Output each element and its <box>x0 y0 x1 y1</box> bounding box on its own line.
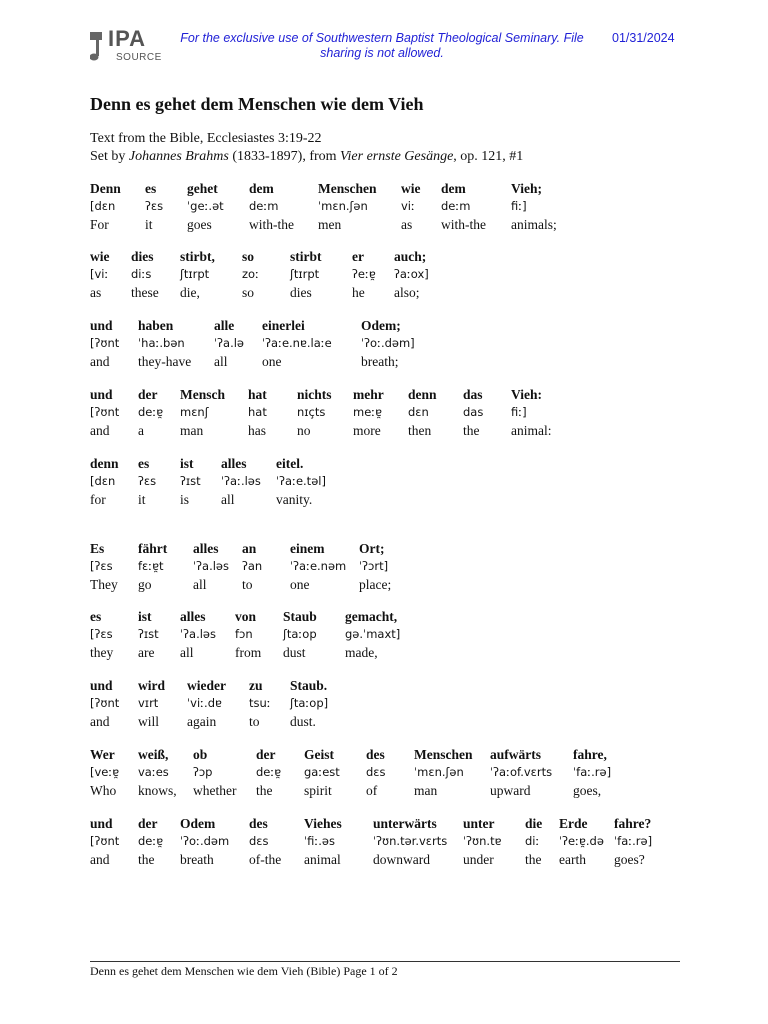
german-word: so <box>242 249 255 264</box>
german-word: Staub <box>283 609 317 624</box>
german-word: Vieh: <box>511 387 542 402</box>
german-word: fahre? <box>614 816 652 831</box>
ipa-transcription: ˈmɛn.ʃən <box>414 765 464 779</box>
stanza-10 <box>0 816 768 876</box>
ipa-transcription: ˈfiː.əs <box>304 834 336 848</box>
german-word: eitel. <box>276 456 304 471</box>
english-gloss: upward <box>490 783 531 798</box>
page-title: Denn es gehet dem Menschen wie dem Vieh <box>90 94 424 114</box>
ipa-transcription: ˈʔoː.dəm <box>180 834 230 848</box>
ipa-transcription: deːɐ̯ <box>138 834 164 848</box>
english-gloss: For <box>90 217 109 232</box>
german-word: dem <box>441 181 466 196</box>
english-gloss: one <box>262 354 282 369</box>
ipa-transcription: [ʔɛs <box>90 559 113 573</box>
ipa-transcription: ʔɛs <box>138 474 157 488</box>
german-word: ist <box>180 456 194 471</box>
text-source-line: Text from the Bible, Ecclesiastes 3:19-22 <box>90 131 322 146</box>
ipa-transcription: fiː] <box>511 199 527 213</box>
english-gloss: vanity. <box>276 492 313 507</box>
german-word: Ort; <box>359 541 385 556</box>
ipa-transcription: [ʔʊnt <box>90 405 120 419</box>
german-word: auch; <box>394 249 427 264</box>
stanza-7 <box>0 609 768 669</box>
german-word: die <box>525 816 543 831</box>
ipa-transcription: [dɛn <box>90 474 116 488</box>
stanza-6 <box>0 541 768 601</box>
english-gloss: They <box>90 577 118 592</box>
german-word: es <box>138 456 150 471</box>
ipa-transcription: deːɐ̯ <box>256 765 282 779</box>
german-word: er <box>352 249 364 264</box>
ipa-transcription: hat <box>248 405 267 419</box>
ipa-transcription: mɛnʃ <box>180 405 209 419</box>
ipa-transcription: ˈhaː.bən <box>138 336 185 350</box>
ipa-transcription: viː <box>401 199 415 213</box>
english-gloss: dust <box>283 645 306 660</box>
english-gloss: for <box>90 492 106 507</box>
german-word: alle <box>214 318 235 333</box>
english-gloss: and <box>90 354 110 369</box>
english-gloss: Who <box>90 783 117 798</box>
english-gloss: man <box>180 423 204 438</box>
ipa-transcription: [ʔɛs <box>90 627 113 641</box>
ipa-transcription: ˈʔaːof.vɛrts <box>490 765 553 779</box>
page-footer: Denn es gehet dem Menschen wie dem Vieh (Bible) Page 1 of 2 <box>90 964 398 978</box>
ipa-transcription: diːs <box>131 267 152 281</box>
ipa-transcription: ˈʔoː.dəm] <box>361 336 415 350</box>
ipa-transcription: deːm <box>441 199 471 213</box>
ipa-transcription: ˈmɛn.ʃən <box>318 199 368 213</box>
german-word: aufwärts <box>490 747 541 762</box>
ipa-transcription: ˈʔaːe.təl] <box>276 474 326 488</box>
ipa-transcription: ˈʔa.ləs <box>193 559 229 573</box>
german-word: wieder <box>187 678 226 693</box>
ipa-transcription: ʔɛs <box>145 199 164 213</box>
ipa-transcription: ʔaːox] <box>394 267 429 281</box>
german-word: des <box>249 816 268 831</box>
music-note-icon <box>90 32 104 62</box>
ipa-transcription: ʔeːɐ̯ <box>352 267 376 281</box>
ipa-transcription: ˈʔaː.ləs <box>221 474 261 488</box>
work-title: Vier ernste Gesänge <box>340 149 454 164</box>
english-gloss: animals; <box>511 217 557 232</box>
english-gloss: all <box>221 492 235 507</box>
ipa-transcription: nɪçts <box>297 405 326 419</box>
ipa-transcription: dɛs <box>366 765 386 779</box>
stanza-1 <box>0 181 768 241</box>
german-word: haben <box>138 318 174 333</box>
footer-divider <box>90 961 680 962</box>
composer-dates: (1833-1897), from <box>228 149 341 164</box>
english-gloss: dies <box>290 285 312 300</box>
ipa-transcription: gaːest <box>304 765 340 779</box>
english-gloss: and <box>90 852 110 867</box>
german-word: Viehes <box>304 816 342 831</box>
ipa-transcription: ˈʔaːe.nɐ.laːe <box>262 336 332 350</box>
german-word: der <box>138 387 158 402</box>
german-word: des <box>366 747 385 762</box>
german-word: dem <box>249 181 274 196</box>
logo-subtext: SOURCE <box>116 52 162 63</box>
german-word: Geist <box>304 747 334 762</box>
german-word: Denn <box>90 181 121 196</box>
ipa-transcription: ˈʔɔrt] <box>359 559 389 573</box>
english-gloss: one <box>290 577 310 592</box>
ipa-transcription: ʔɪst <box>138 627 159 641</box>
english-gloss: he <box>352 285 365 300</box>
ipa-transcription: das <box>463 405 484 419</box>
usage-notice: For the exclusive use of Southwestern Baptist Theological Seminary. File sharing is not allowed. <box>180 31 584 60</box>
english-gloss: the <box>525 852 542 867</box>
ipa-transcription: dɛn <box>408 405 429 419</box>
ipa-transcription: ʃtɪrpt <box>180 267 210 281</box>
logo-text: IPA <box>108 26 147 51</box>
access-date: 01/31/2024 <box>612 31 675 45</box>
english-gloss: so <box>242 285 255 300</box>
german-word: einerlei <box>262 318 305 333</box>
english-gloss: earth <box>559 852 586 867</box>
english-gloss: then <box>408 423 432 438</box>
stanza-4 <box>0 387 768 447</box>
german-word: Menschen <box>414 747 473 762</box>
german-word: der <box>138 816 158 831</box>
english-gloss: whether <box>193 783 237 798</box>
german-word: das <box>463 387 483 402</box>
page-header <box>0 0 768 80</box>
german-word: und <box>90 678 113 693</box>
english-gloss: men <box>318 217 342 232</box>
german-word: Mensch <box>180 387 225 402</box>
english-gloss: with-the <box>441 217 486 232</box>
english-gloss: under <box>463 852 494 867</box>
english-gloss: all <box>214 354 228 369</box>
english-gloss: from <box>235 645 262 660</box>
ipa-transcription: ˈʔʊn.tɐ <box>463 834 502 848</box>
german-word: und <box>90 816 113 831</box>
english-gloss: go <box>138 577 152 592</box>
english-gloss: it <box>138 492 146 507</box>
english-gloss: goes, <box>573 783 602 798</box>
ipa-transcription: ˈʔeːɐ̯.də <box>559 834 604 848</box>
english-gloss: man <box>414 783 438 798</box>
ipa-transcription: fɔn <box>235 627 253 641</box>
stanza-5 <box>0 456 768 516</box>
german-word: von <box>235 609 257 624</box>
english-gloss: downward <box>373 852 430 867</box>
german-word: an <box>242 541 257 556</box>
english-gloss: again <box>187 714 217 729</box>
english-gloss: the <box>256 783 273 798</box>
english-gloss: with-the <box>249 217 294 232</box>
german-word: der <box>256 747 276 762</box>
setting-line <box>90 148 523 166</box>
ipa-transcription: dɛs <box>249 834 269 848</box>
english-gloss: a <box>138 423 144 438</box>
english-gloss: also; <box>394 285 420 300</box>
english-gloss: it <box>145 217 153 232</box>
english-gloss: these <box>131 285 159 300</box>
english-gloss: they <box>90 645 114 660</box>
german-word: Es <box>90 541 105 556</box>
german-word: nichts <box>297 387 332 402</box>
stanza-2 <box>0 249 768 309</box>
english-gloss: and <box>90 714 110 729</box>
ipa-transcription: ʃtaːop] <box>290 696 329 710</box>
german-word: stirbt, <box>180 249 215 264</box>
english-gloss: of <box>366 783 378 798</box>
english-gloss: place; <box>359 577 392 592</box>
german-word: fahre, <box>573 747 607 762</box>
english-gloss: goes? <box>614 852 645 867</box>
opus-number: , op. 121, #1 <box>453 149 524 164</box>
german-word: denn <box>90 456 119 471</box>
composer-name: Johannes Brahms <box>128 149 229 164</box>
ipa-transcription: [viː <box>90 267 109 281</box>
ipa-transcription: ʃtaːop <box>283 627 317 641</box>
german-word: und <box>90 387 113 402</box>
german-word: denn <box>408 387 437 402</box>
english-gloss: knows, <box>138 783 177 798</box>
english-gloss: to <box>242 577 253 592</box>
german-word: ob <box>193 747 208 762</box>
ipa-source-logo <box>90 26 170 66</box>
stanza-3 <box>0 318 768 378</box>
ipa-transcription: meːɐ̯ <box>353 405 383 419</box>
english-gloss: and <box>90 423 110 438</box>
stanza-9 <box>0 747 768 807</box>
ipa-transcription: ˈʔa.lə <box>214 336 245 350</box>
german-word: ist <box>138 609 152 624</box>
german-word: und <box>90 318 113 333</box>
english-gloss: is <box>180 492 190 507</box>
ipa-transcription: vaːes <box>138 765 169 779</box>
ipa-transcription: deːɐ̯ <box>138 405 164 419</box>
ipa-transcription: [ʔʊnt <box>90 336 120 350</box>
ipa-transcription: diː <box>525 834 540 848</box>
english-gloss: are <box>138 645 155 660</box>
german-word: Odem; <box>361 318 401 333</box>
ipa-transcription: fiː] <box>511 405 527 419</box>
english-gloss: has <box>248 423 266 438</box>
english-gloss: dust. <box>290 714 316 729</box>
german-word: gemacht, <box>345 609 398 624</box>
german-word: alles <box>221 456 247 471</box>
ipa-transcription: ˈgeː.ət <box>187 199 224 213</box>
ipa-transcription: fɛːɐ̯t <box>138 559 164 573</box>
english-gloss: as <box>401 217 413 232</box>
german-word: Erde <box>559 816 588 831</box>
german-word: stirbt <box>290 249 322 264</box>
german-word: wie <box>90 249 110 264</box>
german-word: zu <box>249 678 263 693</box>
ipa-transcription: ˈʔa.ləs <box>180 627 216 641</box>
german-word: es <box>145 181 157 196</box>
english-gloss: breath <box>180 852 214 867</box>
english-gloss: die, <box>180 285 200 300</box>
german-word: es <box>90 609 102 624</box>
german-word: wie <box>401 181 421 196</box>
ipa-transcription: ʔɔp <box>193 765 213 779</box>
stanza-8 <box>0 678 768 738</box>
english-gloss: all <box>193 577 207 592</box>
ipa-transcription: ˈfaː.rə] <box>614 834 653 848</box>
ipa-transcription: gə.ˈmaxt] <box>345 627 401 641</box>
ipa-transcription: [ʔʊnt <box>90 834 120 848</box>
ipa-transcription: deːm <box>249 199 279 213</box>
ipa-transcription: [ʔʊnt <box>90 696 120 710</box>
english-gloss: to <box>249 714 260 729</box>
ipa-transcription: [dɛn <box>90 199 116 213</box>
german-word: unterwärts <box>373 816 437 831</box>
english-gloss: goes <box>187 217 212 232</box>
ipa-transcription: ˈʔaːe.nəm <box>290 559 347 573</box>
setting-prefix: Set by <box>90 149 129 164</box>
german-word: weiß, <box>138 747 169 762</box>
ipa-transcription: ˈviː.dɐ <box>187 696 222 710</box>
german-word: Wer <box>90 747 115 762</box>
ipa-transcription: vɪrt <box>138 696 159 710</box>
ipa-transcription: tsuː <box>249 696 271 710</box>
german-word: einem <box>290 541 325 556</box>
german-word: Odem <box>180 816 216 831</box>
english-gloss: made, <box>345 645 378 660</box>
german-word: Vieh; <box>511 181 542 196</box>
english-gloss: spirit <box>304 783 332 798</box>
german-word: alles <box>180 609 206 624</box>
english-gloss: no <box>297 423 311 438</box>
german-word: dies <box>131 249 154 264</box>
ipa-transcription: ˈfaː.rə] <box>573 765 612 779</box>
english-gloss: the <box>463 423 480 438</box>
source-info <box>90 130 523 166</box>
english-gloss: more <box>353 423 381 438</box>
english-gloss: breath; <box>361 354 399 369</box>
ipa-transcription: [veːɐ̯ <box>90 765 120 779</box>
german-word: Staub. <box>290 678 328 693</box>
english-gloss: animal <box>304 852 341 867</box>
german-word: wird <box>138 678 165 693</box>
english-gloss: the <box>138 852 155 867</box>
german-word: unter <box>463 816 495 831</box>
english-gloss: all <box>180 645 194 660</box>
ipa-transcription: ʔɪst <box>180 474 201 488</box>
ipa-transcription: zoː <box>242 267 259 281</box>
english-gloss: animal: <box>511 423 552 438</box>
german-word: Menschen <box>318 181 377 196</box>
ipa-transcription: ˈʔʊn.tər.vɛrts <box>373 834 448 848</box>
ipa-transcription: ʃtɪrpt <box>290 267 320 281</box>
english-gloss: they-have <box>138 354 192 369</box>
english-gloss: will <box>138 714 160 729</box>
german-word: hat <box>248 387 267 402</box>
german-word: gehet <box>187 181 218 196</box>
english-gloss: of-the <box>249 852 282 867</box>
english-gloss: as <box>90 285 102 300</box>
ipa-transcription: ʔan <box>242 559 263 573</box>
german-word: mehr <box>353 387 384 402</box>
german-word: fährt <box>138 541 168 556</box>
german-word: alles <box>193 541 219 556</box>
